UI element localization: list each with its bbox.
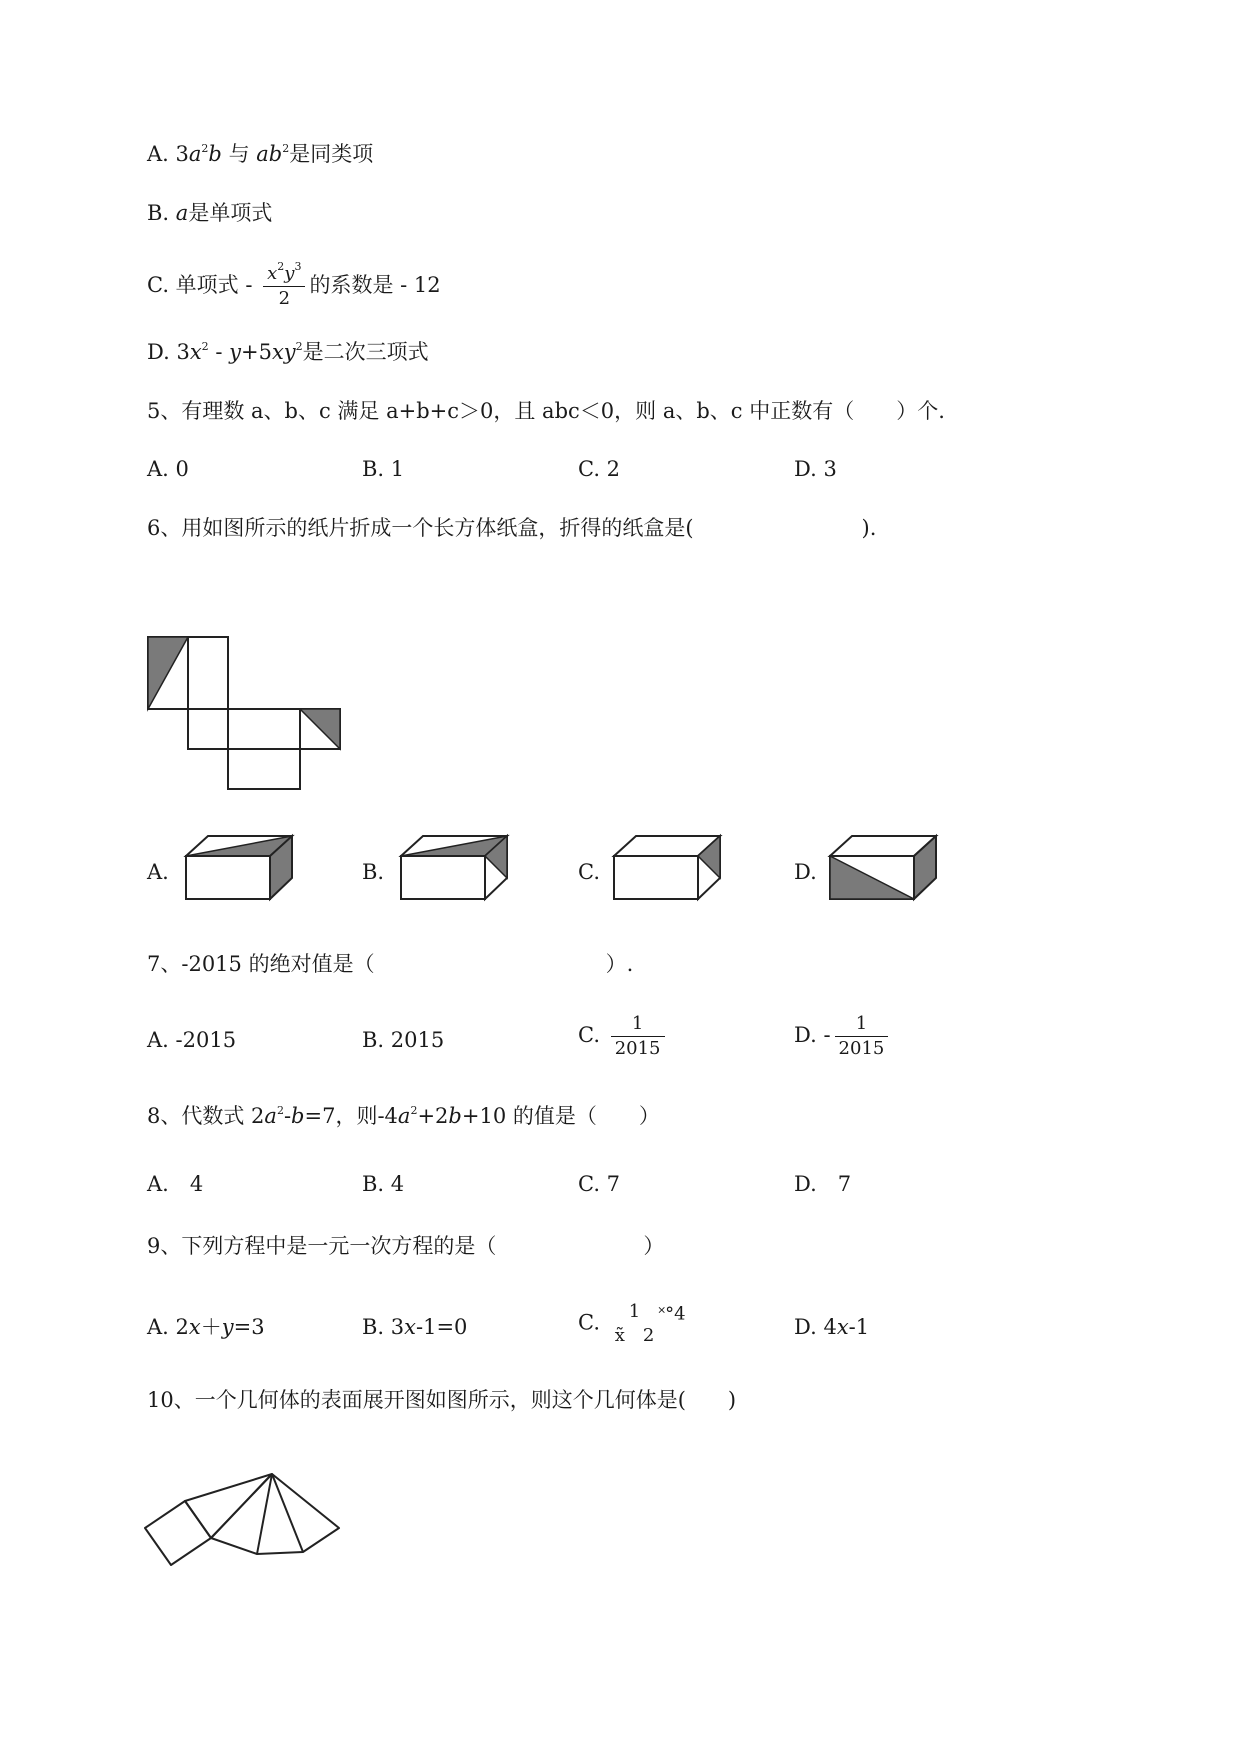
q6-option-b-box (401, 836, 511, 902)
q8-option-b: B. 4 (362, 1172, 405, 1196)
q5-option-d: D. 3 (794, 457, 837, 481)
q4-option-a: A. $3a^2b$ 与 $ab^2$是同类项 (147, 142, 374, 166)
q6-option-d-box (830, 836, 940, 902)
q5-stem: 5、有理数 a、b、c 满足 a+b+c＞0，且 abc＜0，则 a、b、c 中正数有（ ）个. (147, 399, 945, 423)
q6-option-d-label: D. (794, 860, 817, 884)
q4-c-fraction: $\frac{x^2y^3}{2}$ (263, 262, 305, 311)
q6-option-c-box (614, 836, 724, 902)
q8-option-a: A. 4 (147, 1172, 204, 1196)
q10-net-figure (145, 1464, 345, 1568)
q9-option-a: A. 2x＋y=3 (147, 1315, 265, 1339)
q8-option-d: D. 7 (794, 1172, 852, 1196)
q8-stem: 8、代数式 $2a^2-b=7$，则$-4a^2+2b+10$ 的值是（ ） (147, 1104, 660, 1128)
q7-option-c: C. $\frac{1}{2015}$ (578, 1012, 669, 1061)
q6-net-figure (148, 637, 344, 793)
q4-option-d: D. $3x^2 - y+5xy^2$是二次三项式 (147, 340, 429, 364)
q5-option-b: B. 1 (362, 457, 405, 481)
q5-option-a: A. 0 (147, 457, 189, 481)
q6-option-c-label: C. (578, 860, 600, 884)
q9-option-b: B. 3x-1=0 (362, 1315, 468, 1339)
q7-stem: 7、-2015 的绝对值是（ ）. (147, 952, 634, 976)
q6-option-a-label: A. (147, 860, 169, 884)
q9-option-c: C. 1 x̃ 2 ˟°4 (578, 1301, 686, 1346)
q7-option-d: D. - $\frac{1}{2015}$ (794, 1012, 892, 1061)
q8-option-c: C. 7 (578, 1172, 621, 1196)
q6-option-a-box (186, 836, 296, 902)
q5-option-c: C. 2 (578, 457, 621, 481)
q4-option-b: B. a是单项式 (147, 201, 273, 225)
q10-stem: 10、一个几何体的表面展开图如图所示，则这个几何体是( ) (147, 1388, 737, 1412)
q7-option-a: A. -2015 (147, 1028, 237, 1052)
q7-option-b: B. 2015 (362, 1028, 445, 1052)
q9-stem: 9、下列方程中是一元一次方程的是（ ） (147, 1234, 665, 1258)
q4-option-c: C. 单项式 - $\frac{x^2y^3}{2}$ 的系数是 - 12 (147, 260, 441, 309)
q6-option-b-label: B. (362, 860, 385, 884)
q9-option-d: D. 4x-1 (794, 1315, 870, 1339)
q6-stem: 6、用如图所示的纸片折成一个长方体纸盒，折得的纸盒是( ). (147, 516, 877, 540)
